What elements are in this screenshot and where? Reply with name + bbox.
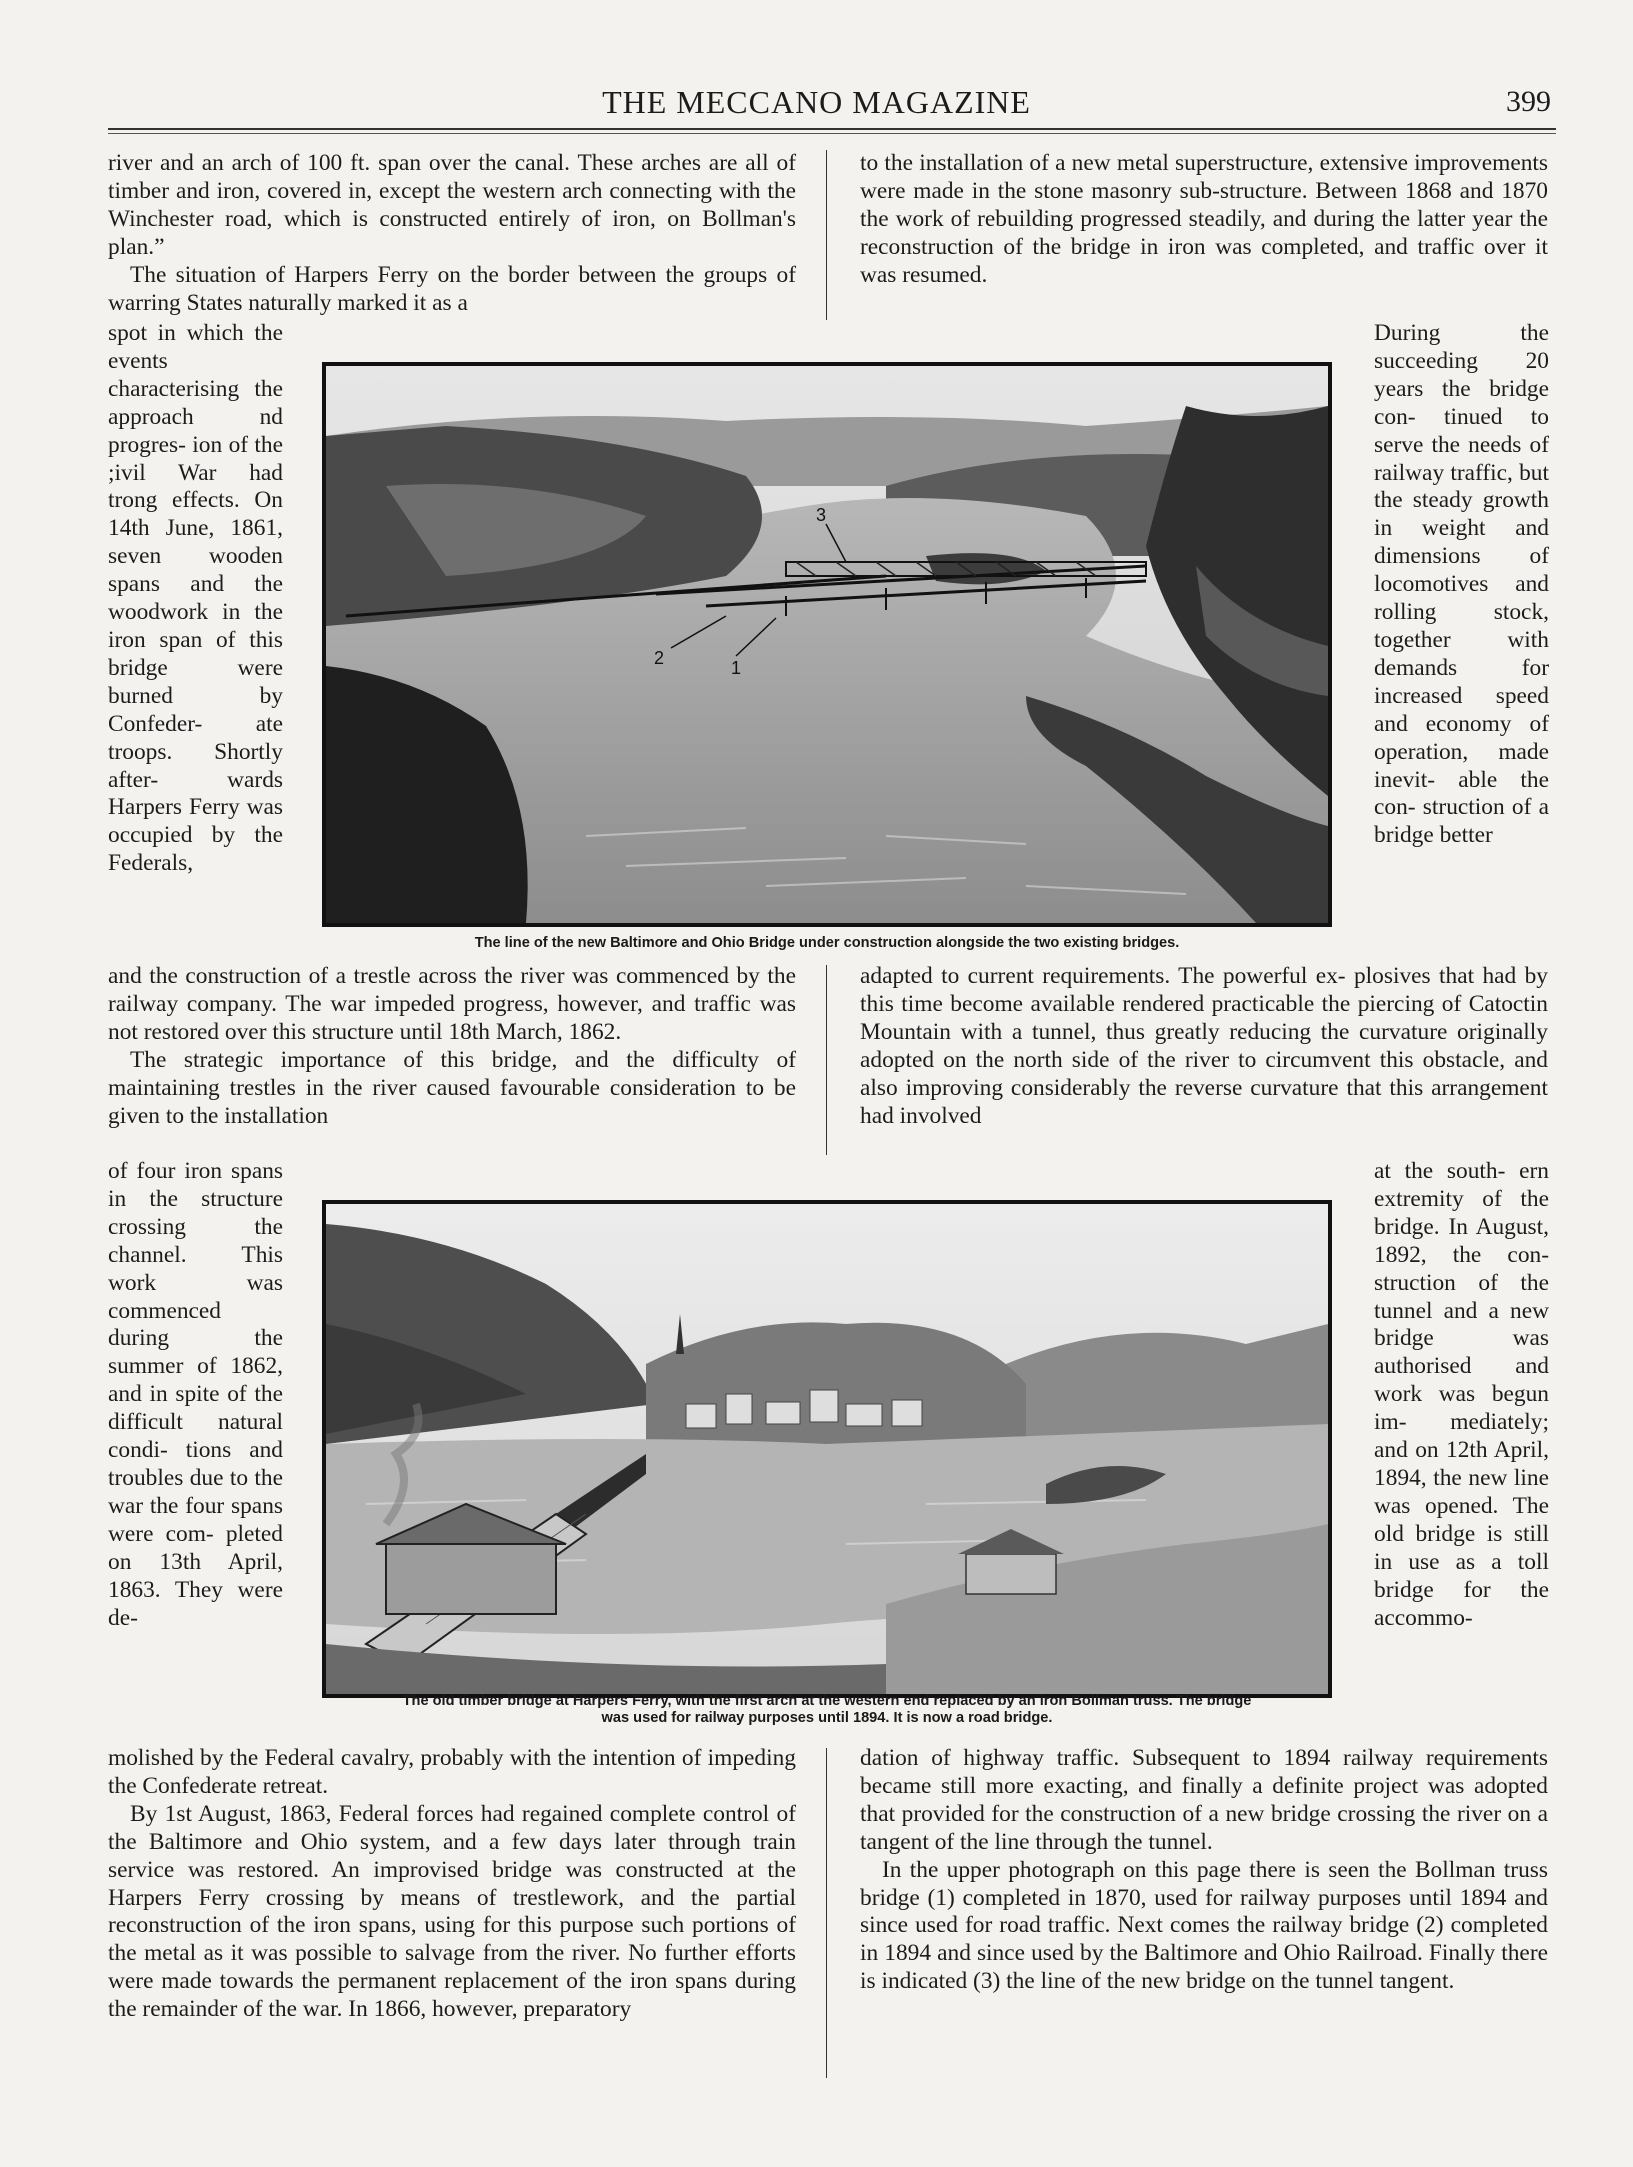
right-narrow-text-1 bbox=[1374, 320, 1549, 850]
label-1: 1 bbox=[731, 658, 742, 678]
left-column-middle bbox=[108, 963, 796, 1130]
paragraph: During the succeeding 20 years the bridge con- tinued to serve the needs of railway traffic, but the steady growth in weight and dimensions of locomotives and rolling stock, together with demands for increased speed and economy of operation, made inevit- able the con- struction of a bridge better bbox=[1374, 320, 1549, 849]
figure-top-caption: The line of the new Baltimore and Ohio Bridge under construction alongside the two existing bridges. bbox=[474, 935, 1180, 951]
paragraph: spot in which the events characterising the approach nd progres- ion of the ;ivil War had trong effects. On 14th June, 1861, seven wooden spans and the woodwork in the iron span of this bridge were burned by Confeder- ate troops. Shortly after- wards Harpers Ferry was occupied by the Federals, bbox=[108, 320, 283, 877]
left-narrow-text-2 bbox=[108, 1158, 283, 1632]
paragraph: By 1st August, 1863, Federal forces had regained complete control of the Baltimore and Ohio system, and a few days later through train service was restored. An improvised bridge was constructed at the Harpers Ferry crossing by means of trestlework, and the partial reconstruction of the iron spans, using for this purpose such portions of the metal as it was possible to salvage from the river. No further efforts were made towards the permanent replacement of the iron spans during the remainder of the war. In 1866, however, preparatory bbox=[108, 1800, 796, 2023]
paragraph: at the south- ern extremity of the bridge. In August, 1892, the con- struction of the tunnel and a new bridge was authorised and work was begun im- mediately; and on 12th April, 1894, the new line was opened. The old bridge is still in use as a toll bridge for the accommo- bbox=[1374, 1158, 1549, 1631]
column-rule-top bbox=[826, 150, 827, 320]
paragraph: In the upper photograph on this page there is seen the Bollman truss bridge (1) completed in 1870, used for railway purposes until 1894 and since used for road traffic. Next comes the railway bridge (2) completed in 1894 and since used by the Baltimore and Ohio Railroad. Finally there is indicated (3) the line of the new bridge on the tunnel tangent. bbox=[860, 1856, 1548, 1995]
paragraph: The situation of Harpers Ferry on the border between the groups of warring States naturally marked it as a bbox=[108, 261, 796, 316]
paragraph: and the construction of a trestle across the river was commenced by the railway company. The war impeded progress, however, and traffic was not restored over this structure until 18th March, 1862. bbox=[108, 963, 796, 1045]
paragraph: dation of highway traffic. Subsequent to 1894 railway requirements became still more exacting, and finally a definite project was adopted that provided for the construction of a new bridge crossing the river on a tangent of the line through the tunnel. bbox=[860, 1745, 1548, 1855]
caption-line: The old timber bridge at Harpers Ferry, with the first arch at the western end replaced by an iron Bollman truss. The bridge bbox=[402, 1693, 1252, 1709]
right-column-bottom bbox=[860, 1745, 1548, 1996]
paragraph: of four iron spans in the structure crossing the channel. This work was commenced during the summer of 1862, and in spite of the difficult natural condi- tions and troubles due to the war the four spans were com- pleted on 13th April, 1863. They were de- bbox=[108, 1158, 283, 1631]
column-rule-middle bbox=[826, 965, 827, 1155]
magazine-title: THE MECCANO MAGAZINE bbox=[602, 84, 1031, 120]
paragraph: river and an arch of 100 ft. span over the canal. These arches are all of timber and iron, covered in, except the western arch connecting with the Winchester road, which is constructed entirely of iron, on Bollman's plan.” bbox=[108, 150, 796, 260]
caption-line: was used for railway purposes until 1894. It is now a road bridge. bbox=[601, 1710, 1053, 1726]
label-3: 3 bbox=[816, 505, 827, 525]
left-narrow-text-1 bbox=[108, 320, 283, 878]
paragraph: adapted to current requirements. The powerful ex- plosives that had by this time become available rendered practicable the piercing of Catoctin Mountain with a tunnel, thus greatly reducing the curvature originally adopted on the north side of the river to circumvent this obstacle, and also improving considerably the reverse curvature that this arrangement had involved bbox=[860, 963, 1548, 1129]
figure-bottom-caption bbox=[322, 1693, 1332, 1727]
photo-river-aerial-view bbox=[326, 366, 1328, 923]
paragraph: to the installation of a new metal superstructure, extensive improvements were made in the stone masonry sub-structure. Between 1868 and 1870 the work of rebuilding progressed steadily, and during the latter year the reconstruction of the bridge in iron was completed, and traffic over it was resumed. bbox=[860, 150, 1548, 288]
column-rule-bottom bbox=[826, 1748, 827, 2078]
right-narrow-text-2 bbox=[1374, 1158, 1549, 1632]
paragraph: The strategic importance of this bridge, and the difficulty of maintaining trestles in the river caused favourable consideration to be given to the installation bbox=[108, 1046, 796, 1129]
right-column-middle bbox=[860, 963, 1548, 1130]
photo-bridges-construction bbox=[322, 362, 1332, 927]
page-number: 399 bbox=[1506, 85, 1551, 118]
left-column-bottom bbox=[108, 1745, 796, 2024]
label-2: 2 bbox=[654, 648, 665, 668]
photo-old-timber-bridge bbox=[322, 1200, 1332, 1698]
engraving-harpers-ferry bbox=[326, 1204, 1328, 1694]
header-rule bbox=[108, 128, 1556, 134]
right-column-top bbox=[860, 150, 1548, 290]
left-column-top bbox=[108, 150, 796, 317]
paragraph: molished by the Federal cavalry, probably with the intention of impeding the Confederate retreat. bbox=[108, 1745, 796, 1799]
